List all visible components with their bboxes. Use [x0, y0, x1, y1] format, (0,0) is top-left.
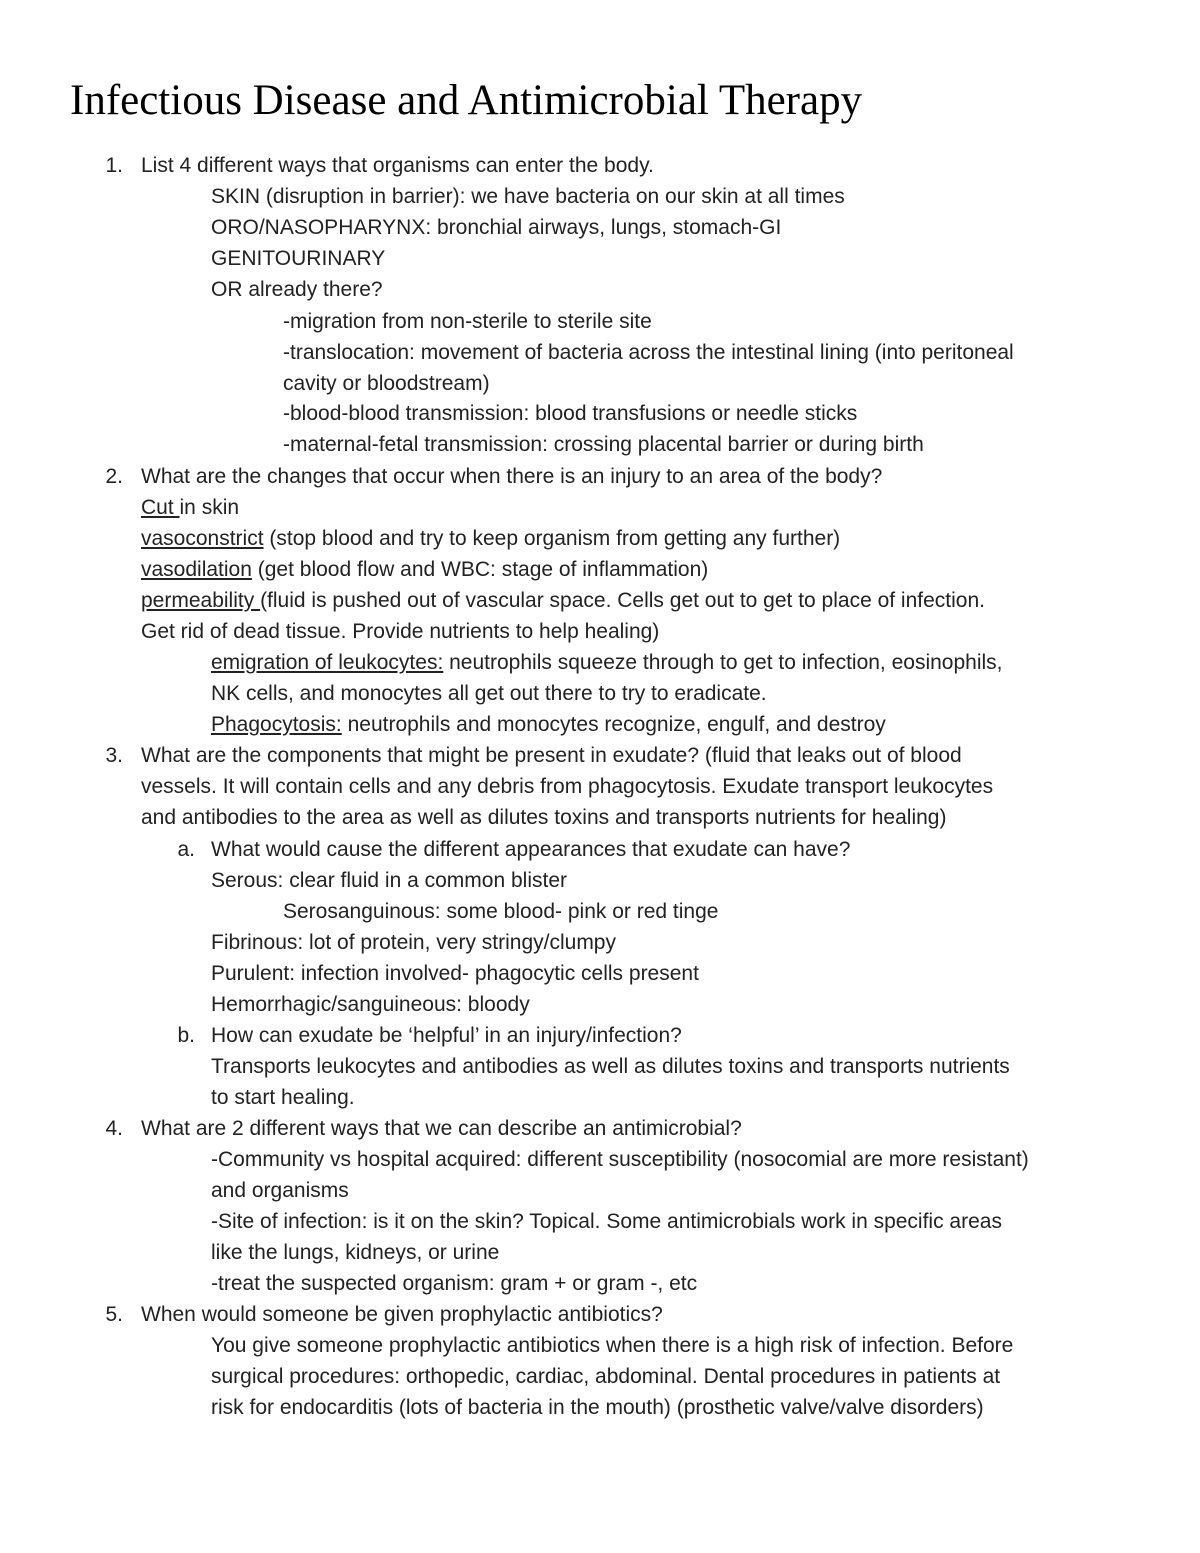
answer-line: Fibrinous: lot of protein, very stringy/clumpy: [211, 931, 616, 954]
term-phagocytosis: Phagocytosis:: [211, 713, 342, 736]
answer-line: cavity or bloodstream): [283, 372, 490, 395]
sublist-letter: a.: [177, 838, 195, 861]
term-description: (get blood flow and WBC: stage of inflammation): [251, 558, 709, 581]
answer-line: Get rid of dead tissue. Provide nutrients to help healing): [141, 620, 660, 643]
answer-line: -maternal-fetal transmission: crossing placental barrier or during birth: [283, 433, 924, 456]
answer-line: Purulent: infection involved- phagocytic cells present: [211, 962, 699, 985]
answer-line: risk for endocarditis (lots of bacteria in the mouth) (prosthetic valve/valve disorders): [211, 1396, 984, 1419]
answer-line: -translocation: movement of bacteria across the intestinal lining (into peritoneal: [283, 341, 1014, 364]
answer-line: -migration from non-sterile to sterile site: [283, 310, 652, 333]
question-3: What are the components that might be present in exudate? (fluid that leaks out of blood: [141, 744, 962, 767]
answer-line: [211, 709, 886, 740]
list-number: 4.: [105, 1117, 123, 1140]
question-2: What are the changes that occur when there is an injury to an area of the body?: [141, 465, 883, 488]
term-vasoconstrict: vasoconstrict: [141, 527, 264, 550]
answer-line: You give someone prophylactic antibiotics when there is a high risk of infection. Before: [211, 1334, 1014, 1357]
answer-line: [211, 647, 1003, 678]
answer-line: SKIN (disruption in barrier): we have bacteria on our skin at all times: [211, 185, 845, 208]
answer-line: -blood-blood transmission: blood transfusions or needle sticks: [283, 402, 858, 425]
question-5: When would someone be given prophylactic antibiotics?: [141, 1303, 663, 1326]
answer-line: Hemorrhagic/sanguineous: bloody: [211, 993, 530, 1016]
answer-line: and organisms: [211, 1179, 349, 1202]
answer-line: GENITOURINARY: [211, 247, 386, 270]
answer-line: Transports leukocytes and antibodies as well as dilutes toxins and transports nutrients: [211, 1055, 1010, 1078]
sublist-letter: b.: [177, 1024, 195, 1047]
list-number: 3.: [105, 744, 123, 767]
answer-line: Serous: clear fluid in a common blister: [211, 869, 567, 892]
answer-line: Serosanguinous: some blood- pink or red tinge: [283, 900, 719, 923]
answer-line: -treat the suspected organism: gram + or gram -, etc: [211, 1272, 698, 1295]
term-description: (stop blood and try to keep organism from getting any further): [263, 527, 841, 550]
answer-line: surgical procedures: orthopedic, cardiac, abdominal. Dental procedures in patients at: [211, 1365, 1001, 1388]
term-description: neutrophils squeeze through to get to infection, eosinophils,: [443, 651, 1003, 674]
term-description: (fluid is pushed out of vascular space. Cells get out to get to place of infection.: [260, 589, 985, 612]
list-number: 1.: [105, 154, 123, 177]
answer-line: [141, 554, 708, 585]
answer-line: ORO/NASOPHARYNX: bronchial airways, lungs, stomach-GI: [211, 216, 782, 239]
list-number: 5.: [105, 1303, 123, 1326]
answer-line: [141, 585, 985, 616]
term-cut: Cut: [141, 496, 180, 519]
answer-line: like the lungs, kidneys, or urine: [211, 1241, 500, 1264]
document-title: Infectious Disease and Antimicrobial Therapy: [70, 77, 863, 124]
answer-line: to start healing.: [211, 1086, 355, 1109]
answer-line: -Site of infection: is it on the skin? Topical. Some antimicrobials work in specific areas: [211, 1210, 1002, 1233]
answer-line: [141, 492, 239, 523]
answer-line: [141, 523, 840, 554]
subquestion-a: What would cause the different appearances that exudate can have?: [211, 838, 851, 861]
term-emigration: emigration of leukocytes:: [211, 651, 444, 674]
answer-line: OR already there?: [211, 278, 383, 301]
question-4: What are 2 different ways that we can describe an antimicrobial?: [141, 1117, 742, 1140]
list-number: 2.: [105, 465, 123, 488]
term-description: in skin: [179, 496, 240, 519]
question-1: List 4 different ways that organisms can enter the body.: [141, 154, 654, 177]
term-vasodilation: vasodilation: [141, 558, 252, 581]
question-3-cont: vessels. It will contain cells and any debris from phagocytosis. Exudate transport leukocytes: [141, 775, 994, 798]
question-3-cont: and antibodies to the area as well as dilutes toxins and transports nutrients for healing): [141, 806, 947, 829]
term-description: neutrophils and monocytes recognize, engulf, and destroy: [341, 713, 886, 736]
subquestion-b: How can exudate be ‘helpful’ in an injury/infection?: [211, 1024, 682, 1047]
term-permeability: permeability: [141, 589, 261, 612]
answer-line: -Community vs hospital acquired: different susceptibility (nosocomial are more resistant): [211, 1148, 1029, 1171]
answer-line: NK cells, and monocytes all get out there to try to eradicate.: [211, 682, 767, 705]
